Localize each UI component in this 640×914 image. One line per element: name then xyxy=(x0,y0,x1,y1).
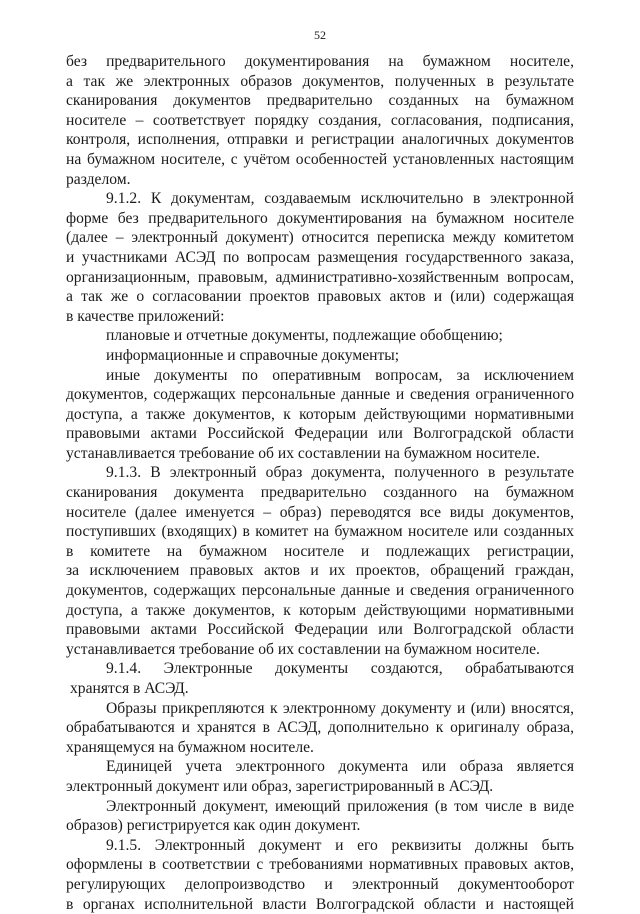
text-line: а так же электронных образов документов, полученных в результате xyxy=(66,72,574,90)
text-line: документов, содержащих персональные данные и сведения ограниченного xyxy=(66,386,574,404)
text-line: образов) регистрируется как один документ. xyxy=(66,817,361,835)
document-body xyxy=(66,52,574,914)
text-line: носителе – соответствует порядку создания, согласования, подписания, xyxy=(66,111,574,129)
paragraph-attachments xyxy=(66,797,574,836)
text-line: 9.1.4. Электронные документы создаются, обрабатываются xyxy=(106,660,574,678)
text-line: без предварительного документирования на бумажном носителе, xyxy=(66,53,574,70)
paragraph-images xyxy=(66,699,574,758)
text-line: Электронный документ, имеющий приложения (в том числе в виде xyxy=(106,797,574,815)
list-item-info xyxy=(66,346,574,366)
text-line: плановые и отчетные документы, подлежащие обобщению; xyxy=(106,327,503,345)
text-line: и участниками АСЭД по вопросам размещения государственного заказа, xyxy=(66,248,574,266)
text-line: контроля, исполнения, отправки и регистрации аналогичных документов xyxy=(66,131,574,149)
text-line: доступа, а также документов, к которым действующими нормативными xyxy=(66,405,574,423)
text-line: 9.1.2. К документам, создаваемым исключительно в электронной xyxy=(106,190,574,208)
text-line: иные документы по оперативным вопросам, за исключением xyxy=(106,366,574,384)
clause-9-1-5 xyxy=(66,836,574,914)
text-line: электронный документ или образ, зарегистрированный в АСЭД. xyxy=(66,777,494,795)
continuation-paragraph xyxy=(66,52,574,189)
text-line: хранящемуся на бумажном носителе. xyxy=(66,738,314,756)
text-line: хранятся в АСЭД. xyxy=(70,680,189,697)
clause-9-1-2 xyxy=(66,189,574,326)
text-line: устанавливается требование об их составлении на бумажном носителе. xyxy=(66,640,540,658)
text-line: сканирования документов предварительно созданных на бумажном xyxy=(66,92,574,110)
text-line: за исключением правовых актов и их проектов, обращений граждан, xyxy=(66,562,574,580)
text-line: поступивших (входящих) в комитет на бумажном носителе или созданных xyxy=(66,523,574,541)
clause-9-1-4 xyxy=(66,659,574,698)
text-line: Единицей учета электронного документа или образа является xyxy=(106,758,574,776)
text-line: (далее – электронный документ) относится переписка между комитетом xyxy=(66,229,574,247)
text-line: носителе (далее именуется – образ) переводятся все виды документов, xyxy=(66,503,574,521)
text-line: форме без предварительного документирования на бумажном носителе xyxy=(66,209,574,227)
clause-9-1-3 xyxy=(66,463,574,659)
text-line: а так же о согласовании проектов правовых актов и (или) содержащая xyxy=(66,288,574,306)
text-line: разделом. xyxy=(66,170,131,188)
text-line: устанавливается требование об их составлении на бумажном носителе. xyxy=(66,444,540,462)
text-line: организационным, правовым, административно-хозяйственным вопросам, xyxy=(66,268,574,286)
list-item-other xyxy=(66,366,574,464)
text-line: доступа, а также документов, к которым действующими нормативными xyxy=(66,601,574,619)
text-line: правовыми актами Российской Федерации или Волгоградской области xyxy=(66,621,574,639)
text-line: документов, содержащих персональные данные и сведения ограниченного xyxy=(66,582,574,600)
text-line: сканирования документа предварительно созданного на бумажном xyxy=(66,484,574,502)
paragraph-unit xyxy=(66,757,574,796)
text-line: в комитете на бумажном носителе и подлежащих регистрации, xyxy=(66,542,574,560)
text-line: 9.1.3. В электронный образ документа, полученного в результате xyxy=(106,464,574,482)
text-line: на бумажном носителе, с учётом особенностей установленных настоящим xyxy=(66,150,574,168)
page-number: 52 xyxy=(314,28,326,42)
text-line: 9.1.5. Электронный документ и его реквизиты должны быть xyxy=(106,836,574,854)
list-item-plans xyxy=(66,326,574,346)
text-line: правовыми актами Российской Федерации или Волгоградской области xyxy=(66,425,574,443)
text-line: в органах исполнительной власти Волгоградской области и настоящей xyxy=(66,895,574,913)
text-line: регулирующих делопроизводство и электронный документооборот xyxy=(66,875,574,893)
text-line: информационные и справочные документы; xyxy=(106,346,400,364)
text-line: в качестве приложений: xyxy=(66,307,225,325)
text-line: обрабатываются и хранятся в АСЭД, дополнительно к оригиналу образа, xyxy=(66,719,574,737)
text-line: Образы прикрепляются к электронному документу и (или) вносятся, xyxy=(106,699,574,717)
text-line: оформлены в соответствии с требованиями нормативных правовых актов, xyxy=(66,856,574,874)
